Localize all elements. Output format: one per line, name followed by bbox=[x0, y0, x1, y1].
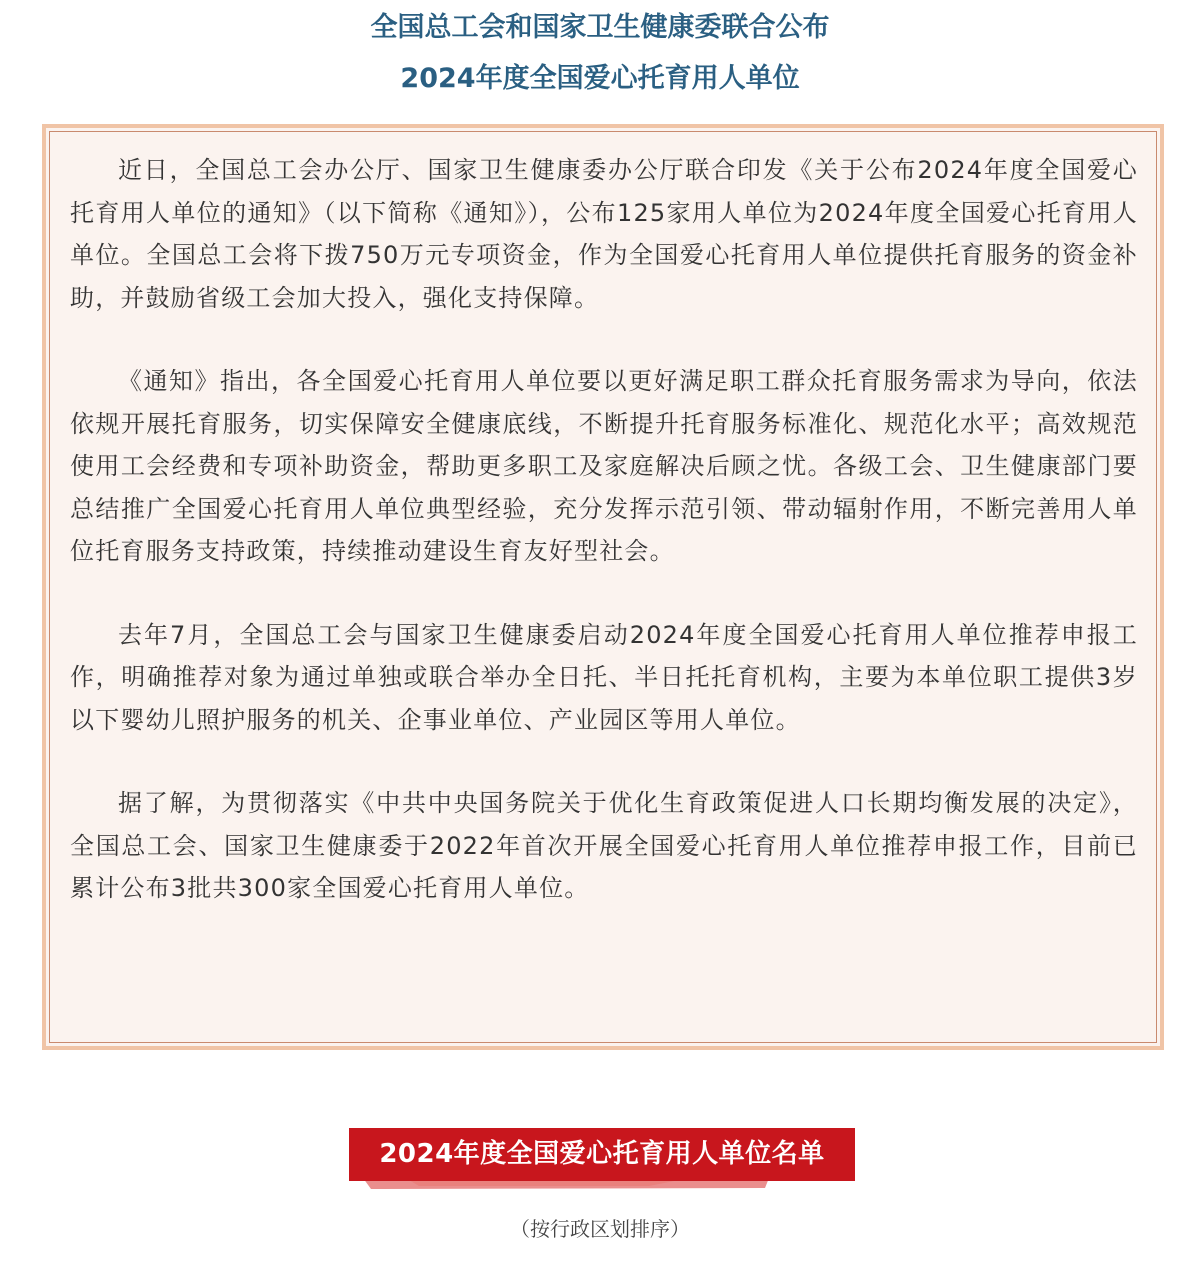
article-paragraph-2: 《通知》指出，各全国爱心托育用人单位要以更好满足职工群众托育服务需求为导向，依法依规开展托育服务，切实保障安全健康底线，不断提升托育服务标准化、规范化水平；高效规范使用工会经费和专项补助资金，帮助更多职工及家庭解决后顾之忧。各级工会、卫生健康部门要总结推广全国爱心托育用人单位典型经验，充分发挥示范引领、带动辐射作用，不断完善用人单位托育服务支持政策，持续推动建设生育友好型社会。 bbox=[70, 367, 1138, 565]
page-title-line-1: 全国总工会和国家卫生健康委联合公布 bbox=[370, 12, 830, 43]
list-title-banner-text: 2024年度全国爱心托育用人单位名单 bbox=[349, 1128, 855, 1181]
article-paragraph-4: 据了解，为贯彻落实《中共中央国务院关于优化生育政策促进人口长期均衡发展的决定》，全国总工会、国家卫生健康委于2022年首次开展全国爱心托育用人单位推荐申报工作，目前已累计公布3批共300家全国爱心托育用人单位。 bbox=[70, 789, 1138, 902]
list-title-banner bbox=[349, 1128, 855, 1190]
article-box bbox=[42, 124, 1164, 1050]
page-title-line-2: 2024年度全国爱心托育用人单位 bbox=[400, 63, 800, 94]
article-paragraph-3: 去年7月，全国总工会与国家卫生健康委启动2024年度全国爱心托育用人单位推荐申报工作，明确推荐对象为通过单独或联合举办全日托、半日托托育机构，主要为本单位职工提供3岁以下婴幼儿照护服务的机关、企事业单位、产业园区等用人单位。 bbox=[70, 620, 1138, 734]
article-box-inner bbox=[49, 131, 1157, 1043]
sort-order-note: （按行政区划排序） bbox=[510, 1217, 690, 1241]
article-paragraph-1: 近日，全国总工会办公厅、国家卫生健康委办公厅联合印发《关于公布2024年度全国爱心托育用人单位的通知》（以下简称《通知》），公布125家用人单位为2024年度全国爱心托育用人单位。全国总工会将下拨750万元专项资金，作为全国爱心托育用人单位提供托育服务的资金补助，并鼓励省级工会加大投入，强化支持保障。 bbox=[70, 156, 1138, 312]
